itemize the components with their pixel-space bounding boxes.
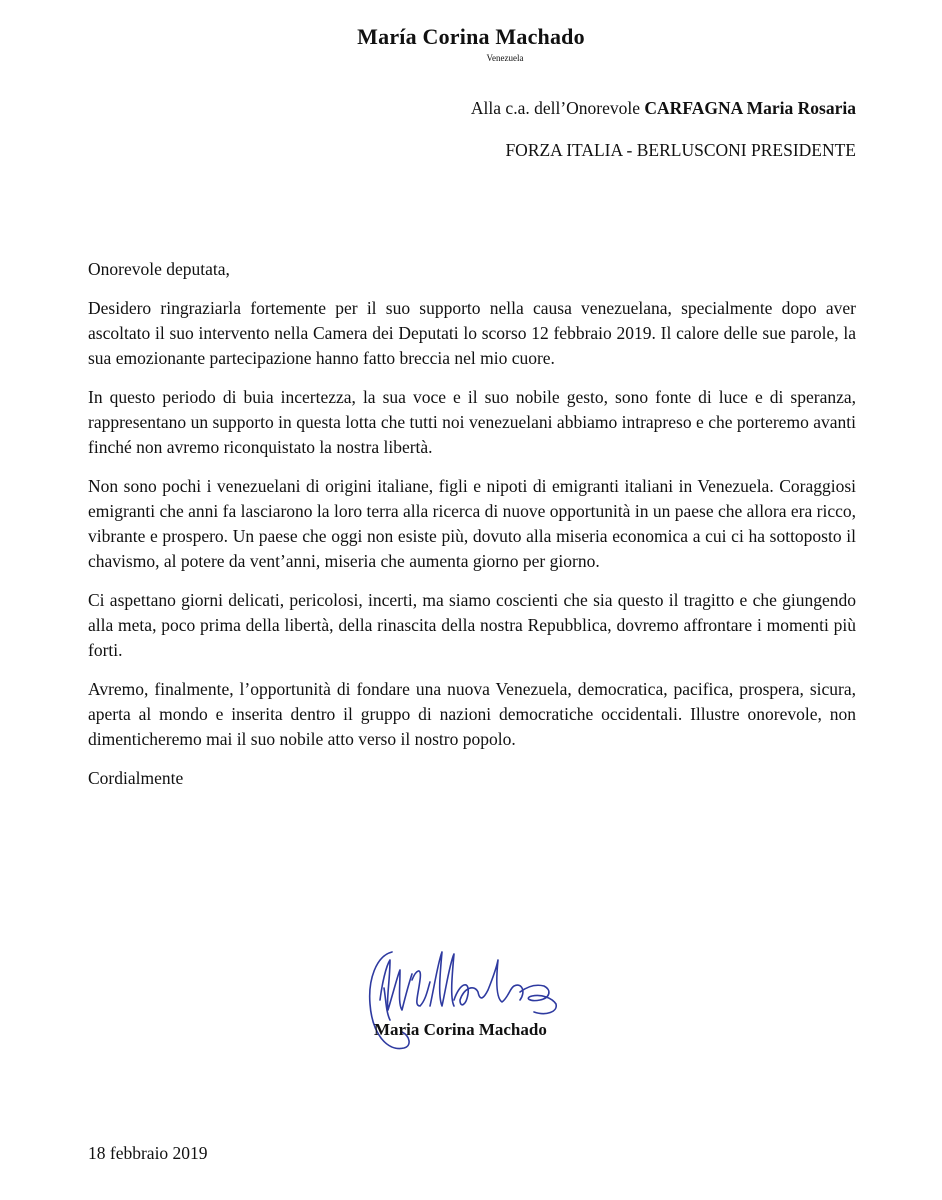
- signature-stroke-a: [412, 971, 430, 1006]
- letter-date: 18 febbraio 2019: [88, 1143, 208, 1163]
- paragraph-1: Desidero ringraziarla fortemente per il suo supporto nella causa venezuelana, specialmente dopo aver ascoltato il suo intervento nella Camera dei Deputati lo scorso 12 febbraio 2019. Il calore delle sue parole, la sua emozionante partecipazione hanno fatto breccia nel mio cuore.: [88, 298, 856, 368]
- signature-stroke-ll: [430, 952, 454, 1006]
- letterhead-country: Venezuela: [486, 53, 524, 63]
- letterhead-name: María Corina Machado: [357, 24, 585, 49]
- letterhead: [0, 24, 942, 64]
- recipient-prefix: Alla c.a. dell’Onorevole: [470, 98, 645, 118]
- recipient-block: [471, 96, 856, 162]
- recipient-name: CARFAGNA Maria Rosaria: [644, 98, 856, 118]
- closing: Cordialmente: [88, 768, 184, 788]
- signature-stroke-ado: [454, 960, 523, 1005]
- greeting: Onorevole deputata,: [88, 259, 230, 279]
- signature-stroke-tail: [520, 985, 556, 1013]
- paragraph-4: Ci aspettano giorni delicati, pericolosi, incerti, ma siamo coscienti che sia questo il tragitto e che giungendo alla meta, poco prima della libertà, della rinascita della nostra Repubblica, dovremo affrontare i momenti più forti.: [88, 590, 856, 660]
- recipient-party: FORZA ITALIA - BERLUSCONI PRESIDENTE: [505, 140, 856, 160]
- handwritten-signature: [356, 940, 616, 1060]
- paragraph-3: Non sono pochi i venezuelani di origini italiane, figli e nipoti di emigranti italiani in Venezuela. Coraggiosi emigranti che anni fa lasciarono la loro terra alla ricerca di nuove opportunità in un paese che allora era ricco, vibrante e prospero. Un paese che oggi non esiste più, dovuto alla miseria economica a cui ci ha sottoposto il chavismo, al potere da vent’anni, miseria che aumenta giorno per giorno.: [88, 476, 856, 571]
- paragraph-5: Avremo, finalmente, l’opportunità di fondare una nuova Venezuela, democratica, pacifica, prospera, sicura, aperta al mondo e inserita dentro il gruppo di nazioni democratiche occidentali. Illustre onorevole, non dimenticheremo mai il suo nobile atto verso il nostro popolo.: [88, 679, 856, 749]
- recipient-address-line: [471, 96, 856, 120]
- signature-stroke-m: [380, 960, 412, 1010]
- signatory-name: Maria Corina Machado: [374, 1020, 547, 1039]
- paragraph-2: In questo periodo di buia incertezza, la sua voce e il suo nobile gesto, sono fonte di luce e di speranza, rappresentano un supporto in questa lotta che tutti noi venezuelani abbiamo intrapreso e che porteremo avanti finché non avremo riconquistato la nostra libertà.: [88, 387, 856, 457]
- signature-block: [356, 940, 616, 1060]
- letter-body: [88, 257, 856, 805]
